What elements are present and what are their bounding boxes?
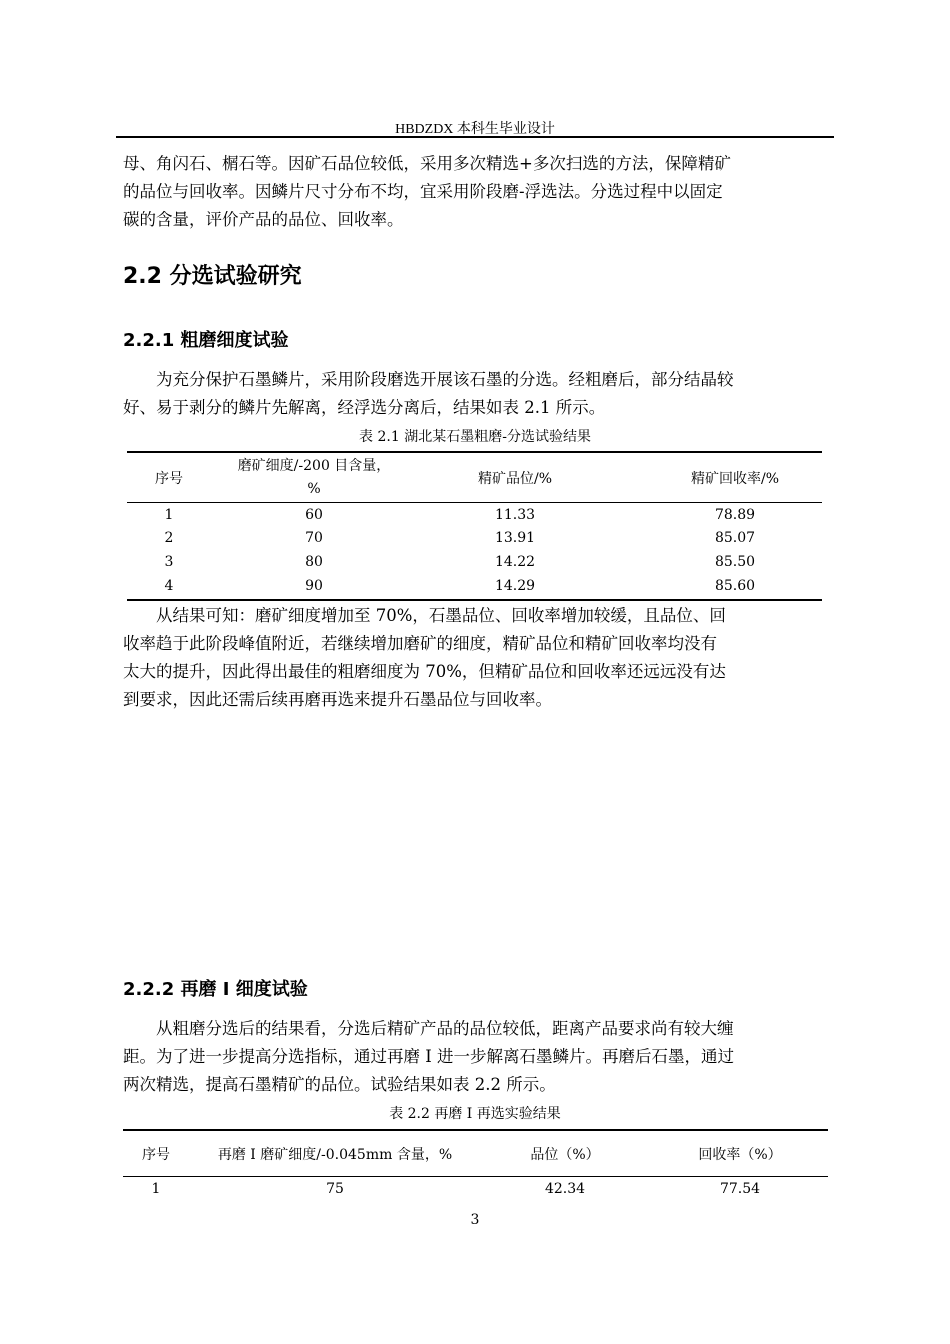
table-cell: 78.89 <box>714 507 756 523</box>
table-cell: 2 <box>164 530 174 546</box>
text-line: 为充分保护石墨鳞片，采用阶段磨选开展该石墨的分选。经粗磨后，部分结晶较 <box>156 370 734 389</box>
table-cell: 1 <box>151 1181 161 1197</box>
table-header-cell: 序号 <box>155 471 183 487</box>
text-line: 从粗磨分选后的结果看，分选后精矿产品的品位较低，距离产品要求尚有较大缠 <box>156 1019 734 1038</box>
paragraph-2-2-2 <box>123 1015 828 1099</box>
table-cell: 80 <box>305 554 323 570</box>
table-header-rule <box>123 1176 828 1177</box>
table-header-cell: 序号 <box>142 1147 170 1163</box>
section-heading-2-2-2: 2.2.2 再磨 I 细度试验 <box>123 979 308 1000</box>
table-cell: 75 <box>326 1181 344 1197</box>
header-rule <box>116 136 834 138</box>
table-cell: 90 <box>305 578 323 594</box>
table-header-cell: 品位（%） <box>530 1147 600 1163</box>
text-line: 太大的提升，因此得出最佳的粗磨细度为 70%，但精矿品位和回收率还远远没有达 <box>123 662 726 681</box>
table-cell: 85.60 <box>714 578 756 594</box>
page-number: 3 <box>470 1212 480 1228</box>
table-cell: 85.50 <box>714 554 756 570</box>
conclusion-paragraph <box>123 602 828 714</box>
section-heading-2-2: 2.2 分选试验研究 <box>123 264 302 289</box>
section-heading-2-2-1: 2.2.1 粗磨细度试验 <box>123 330 289 351</box>
table-cell: 60 <box>305 507 323 523</box>
table-header-rule <box>127 502 822 503</box>
text-line: 碳的含量，评价产品的品位、回收率。 <box>123 210 404 229</box>
table-cell: 14.29 <box>494 578 536 594</box>
text-line: 的品位与回收率。因鳞片尺寸分布不均，宜采用阶段磨-浮选法。分选过程中以固定 <box>123 182 723 201</box>
table-cell: 77.54 <box>719 1181 761 1197</box>
table-cell: 4 <box>164 578 174 594</box>
text-line: 好、易于剥分的鳞片先解离，经浮选分离后，结果如表 2.1 所示。 <box>123 398 606 417</box>
text-line: 母、角闪石、榍石等。因矿石品位较低，采用多次精选+多次扫选的方法，保障精矿 <box>123 154 731 173</box>
table-header-cell: 回收率（%） <box>698 1147 782 1163</box>
table-header-cell: 精矿回收率/% <box>690 471 780 487</box>
text-line: 从结果可知：磨矿细度增加至 70%，石墨品位、回收率增加较缓，且品位、回 <box>156 606 726 625</box>
table-2-1-caption: 表 2.1 湖北某石墨粗磨-分选试验结果 <box>359 429 591 445</box>
table-cell: 13.91 <box>494 530 536 546</box>
intro-paragraph <box>123 150 828 234</box>
table-top-rule <box>123 1129 828 1131</box>
paragraph-2-2-1 <box>123 366 828 422</box>
table-top-rule <box>127 451 822 453</box>
table-cell: 11.33 <box>494 507 536 523</box>
text-line: 距。为了进一步提高分选指标，通过再磨 I 进一步解离石墨鳞片。再磨后石墨，通过 <box>123 1047 735 1066</box>
table-header-cell: 磨矿细度/-200 目含量， <box>237 458 391 474</box>
table-bottom-rule <box>127 599 822 601</box>
table-header-cell: % <box>307 481 321 497</box>
table-header-cell: 再磨 I 磨矿细度/-0.045mm 含量，% <box>217 1147 453 1163</box>
text-line: 到要求，因此还需后续再磨再选来提升石墨品位与回收率。 <box>123 690 552 709</box>
table-cell: 3 <box>164 554 174 570</box>
table-header-cell: 精矿品位/% <box>477 471 553 487</box>
table-cell: 70 <box>305 530 323 546</box>
table-cell: 1 <box>164 507 174 523</box>
table-cell: 14.22 <box>494 554 536 570</box>
text-line: 收率趋于此阶段峰值附近，若继续增加磨矿的细度，精矿品位和精矿回收率均没有 <box>123 634 717 653</box>
table-cell: 85.07 <box>714 530 756 546</box>
table-2-2-caption: 表 2.2 再磨 I 再选实验结果 <box>389 1106 561 1122</box>
table-cell: 42.34 <box>544 1181 586 1197</box>
running-header: HBDZDX 本科生毕业设计 <box>395 122 555 137</box>
text-line: 两次精选，提高石墨精矿的品位。试验结果如表 2.2 所示。 <box>123 1075 556 1094</box>
